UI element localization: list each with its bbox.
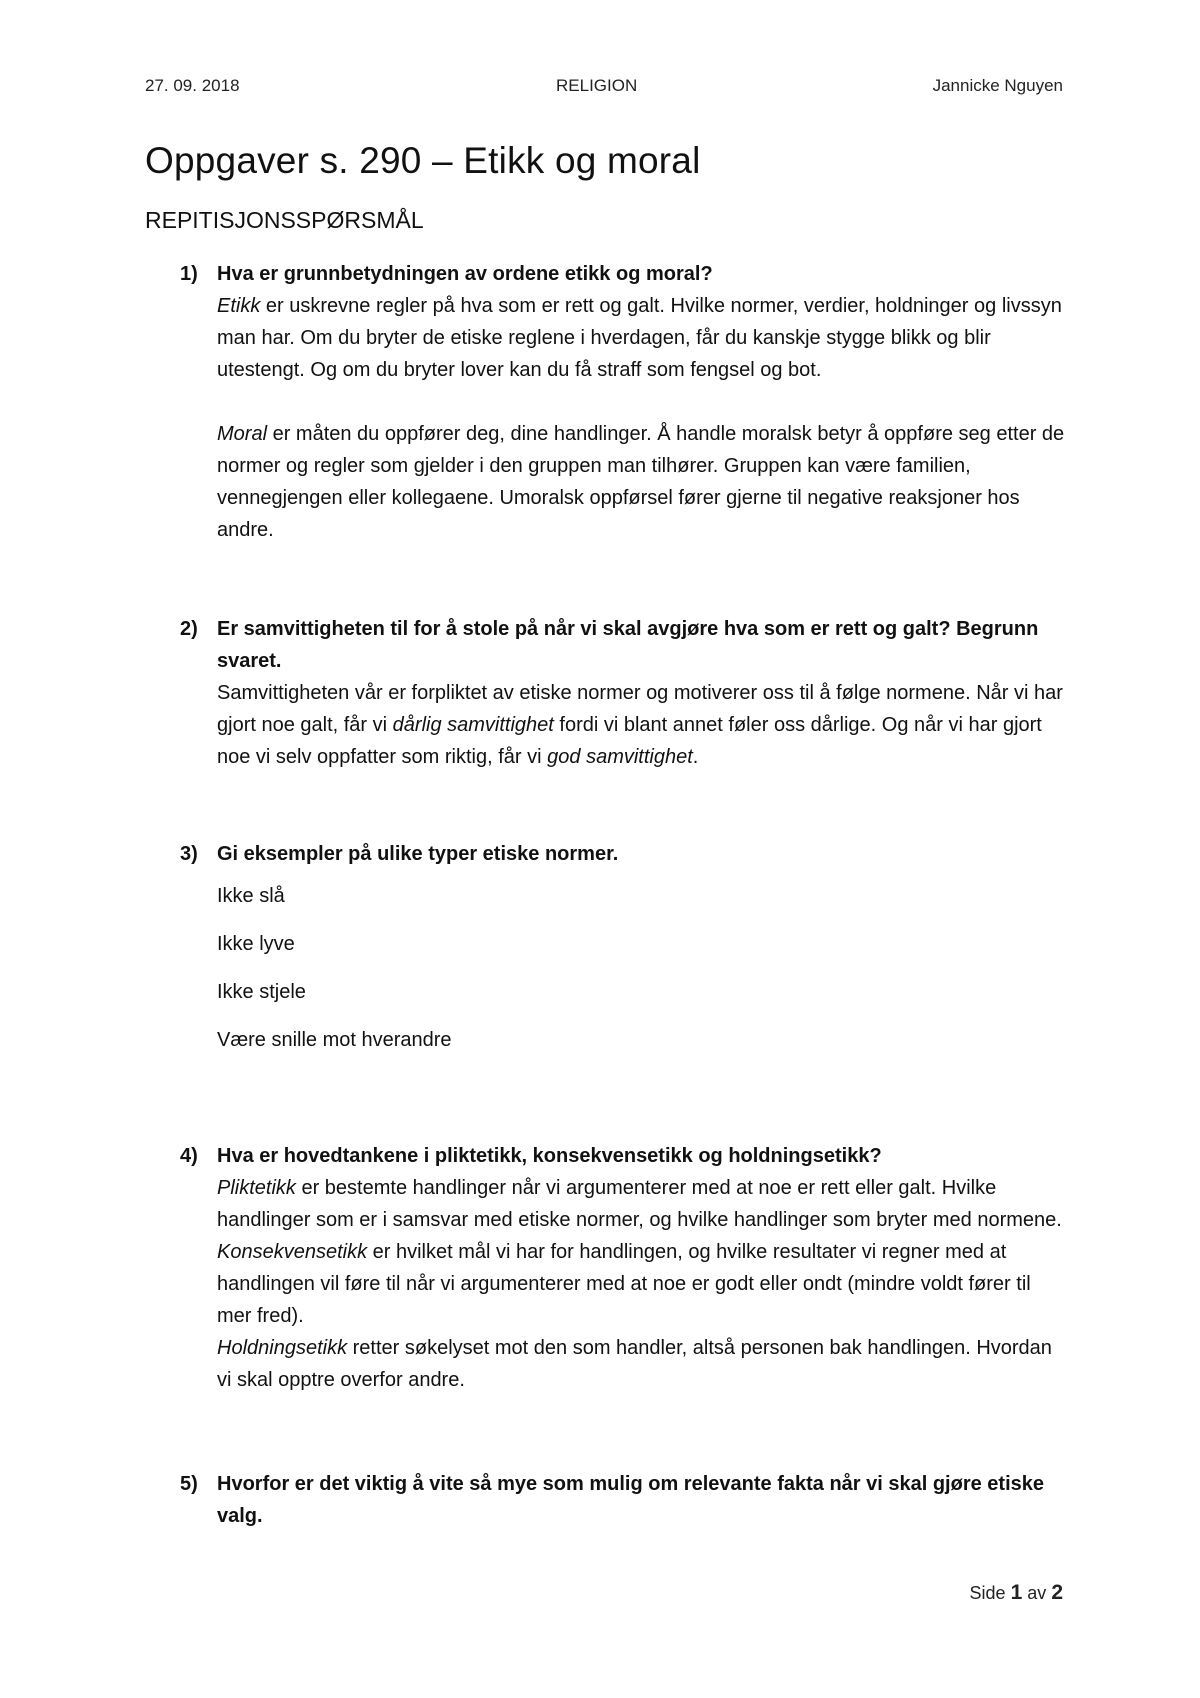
answer-paragraph	[217, 1236, 1070, 1332]
term-konsekvensetikk: Konsekvensetikk	[217, 1241, 368, 1263]
list-item: Ikke lyve	[217, 933, 295, 955]
term-etikk: Etikk	[217, 295, 261, 317]
question-text: Gi eksempler på ulike typer etiske normer.	[217, 843, 619, 865]
question-text: Hva er grunnbetydningen av ordene etikk og moral?	[217, 263, 713, 285]
page-footer	[970, 1581, 1063, 1605]
term-darlig-samvittighet: dårlig samvittighet	[392, 714, 554, 736]
answer-text: er måten du oppfører deg, dine handlinger. Å handle moralsk betyr å oppføre seg etter de normer og regler som gjelder i den gruppen man tilhører. Gruppen kan være familien, vennegjengen eller kollegaene. Umoralsk oppførsel fører gjerne til negative reaksjoner hos andre.	[217, 423, 1065, 541]
answer-text: er hvilket mål vi har for handlingen, og hvilke resultater vi regner med at handlingen vil føre til når vi argumenterer med at noe er godt eller ondt (mindre voldt fører til mer fred).	[217, 1241, 1031, 1327]
answer-text: .	[692, 746, 699, 768]
question-3	[180, 838, 1070, 870]
page-number: 1	[1010, 1581, 1023, 1604]
question-5	[180, 1468, 1070, 1532]
header-date: 27. 09. 2018	[145, 76, 240, 95]
answer-paragraph	[217, 1172, 1070, 1236]
list-item: Være snille mot hverandre	[217, 1029, 452, 1051]
footer-middle: av	[1027, 1583, 1047, 1603]
header-author: Jannicke Nguyen	[932, 76, 1063, 95]
question-4	[180, 1140, 1070, 1396]
question-1	[180, 258, 1070, 546]
question-number: 1)	[180, 263, 198, 285]
list-item: Ikke stjele	[217, 981, 306, 1003]
question-number: 3)	[180, 843, 198, 865]
answer-text: retter søkelyset mot den som handler, altså personen bak handlingen. Hvordan vi skal opptre overfor andre.	[217, 1337, 1052, 1391]
question-text: Er samvittigheten til for å stole på når vi skal avgjøre hva som er rett og galt? Begrunn svaret.	[217, 618, 1039, 672]
term-pliktetikk: Pliktetikk	[217, 1177, 296, 1199]
answer-text: er uskrevne regler på hva som er rett og galt. Hvilke normer, verdier, holdninger og livssyn man har. Om du bryter de etiske reglene i hverdagen, får du kanskje stygge blikk og blir utestengt. Og om du bryter lover kan du få straff som fengsel og bot.	[217, 295, 1062, 381]
term-moral: Moral	[217, 423, 268, 445]
question-text: Hvorfor er det viktig å vite så mye som mulig om relevante fakta når vi skal gjøre etiske valg.	[217, 1473, 1045, 1527]
question-number: 4)	[180, 1145, 198, 1167]
question-text: Hva er hovedtankene i pliktetikk, konsekvensetikk og holdningsetikk?	[217, 1145, 882, 1167]
header-subject: RELIGION	[556, 76, 638, 95]
page-total: 2	[1051, 1581, 1063, 1604]
question-2	[180, 613, 1070, 773]
question-number: 2)	[180, 618, 198, 640]
answer-paragraph	[217, 290, 1070, 386]
footer-prefix: Side	[969, 1583, 1006, 1603]
question-number: 5)	[180, 1473, 198, 1495]
list-item: Ikke slå	[217, 885, 285, 907]
term-holdningsetikk: Holdningsetikk	[217, 1337, 348, 1359]
answer-paragraph	[217, 1332, 1070, 1396]
answer-text: Samvittigheten vår er forpliktet av etiske normer og motiverer oss til å følge normene. Når vi har gjort noe galt, får vi	[217, 682, 1063, 736]
section-heading: REPITISJONSSPØRSMÅL	[145, 207, 424, 233]
page-title: Oppgaver s. 290 – Etikk og moral	[145, 140, 701, 181]
answer-paragraph	[217, 418, 1070, 546]
answer-text: fordi vi blant annet føler oss dårlige. Og når vi har gjort noe vi selv oppfatter som riktig, får vi	[217, 714, 1042, 768]
answer-text: er bestemte handlinger når vi argumenterer med at noe er rett eller galt. Hvilke handlinger som er i samsvar med etiske normer, og hvilke handlinger som bryter med normene.	[217, 1177, 1062, 1231]
answer-paragraph	[217, 677, 1070, 773]
term-god-samvittighet: god samvittighet	[547, 746, 693, 768]
